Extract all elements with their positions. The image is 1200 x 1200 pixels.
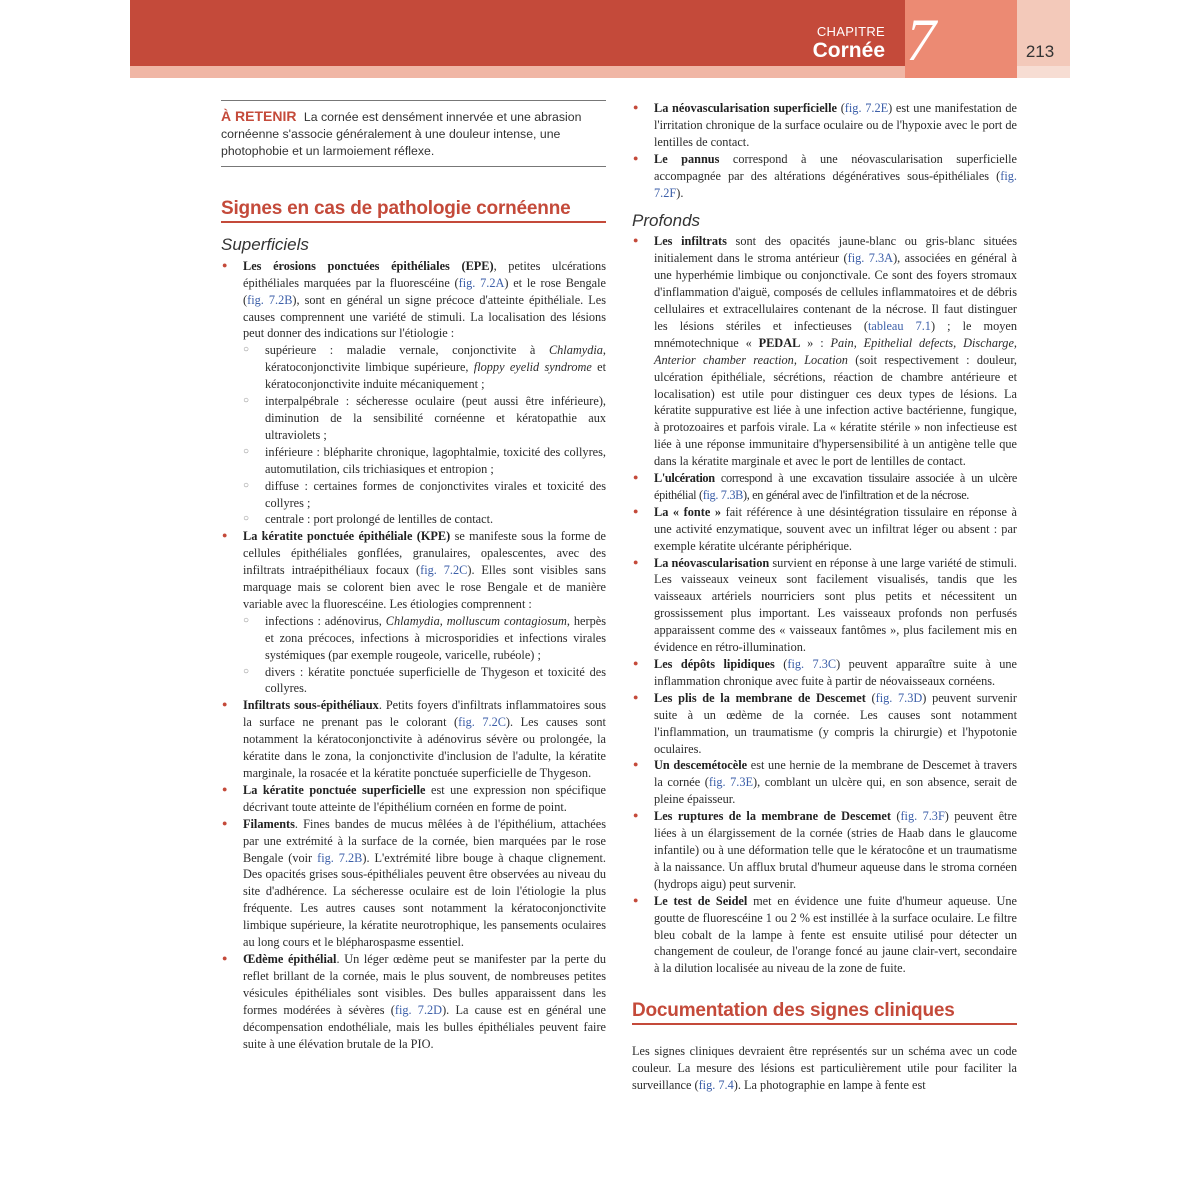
list-item-neovascularisation: ● La néovascularisation survient en réponse à une large variété de stimuli. Les vaisseaux veineux sont facilement visualisés, tandis que les vaisseaux artériels nourriciers sont plus petits et nécessitent un grossissement plus important. Les vaisseaux profonds non perfusés apparaissent comme des « vaisseaux fantômes », plus facilement mis en évidence en rétro-illumination. [632, 555, 1017, 656]
sub-item: ○ centrale : port prolongé de lentilles de contact. [243, 511, 606, 528]
subheading-superficiels: Superficiels [221, 234, 309, 254]
sub-item: ○ inférieure : blépharite chronique, lagophtalmie, toxicité des collyres, automutilation, cils trichiasiques et entropion ; [243, 444, 606, 478]
section-title-signes: Signes en cas de pathologie cornéenne [221, 201, 606, 223]
list-item-pannus: ● Le pannus correspond à une néovascularisation superficielle accompagnée par des altérations dégénératives sous-épithéliales (fig. 7.2F). [632, 151, 1017, 202]
retenir-box [221, 100, 606, 167]
superficiels-list-continued [632, 100, 1017, 201]
documentation-paragraph: Les signes cliniques devraient être représentés sur un schéma avec un code couleur. La mesure des lésions est particulièrement utile pour faciliter la surveillance (fig. 7.4). La photographie en lampe à fente est [632, 1044, 1017, 1092]
sub-item: ○ supérieure : maladie vernale, conjonctivite à Chlamydia, kératoconjonctivite limbique supérieure, floppy eyelid syndrome et kératoconjonctivite induite mécaniquement ; [243, 342, 606, 393]
figure-ref[interactable]: fig. 7.2E [844, 101, 889, 115]
list-item-ulceration: ● L'ulcération correspond à une excavation tissulaire associée à un ulcère épithélial (fig. 7.3B), en général avec de l'infiltration et de la nécrose. [632, 470, 1017, 504]
list-item-plis-descemet: ● Les plis de la membrane de Descemet (fig. 7.3D) peuvent survenir suite à un œdème de la cornée. Les causes sont notamment l'inflammation, un traumatisme (y compris la chirurgie) et l'hypotonie oculaires. [632, 690, 1017, 758]
figure-ref[interactable]: fig. 7.3A [847, 251, 894, 266]
chapter-number: 7 [906, 7, 936, 73]
figure-ref[interactable]: fig. 7.4 [698, 1077, 734, 1092]
section-title-documentation: Documentation des signes cliniques [632, 1003, 1017, 1025]
list-item-fonte: ● La « fonte » fait référence à une désintégration tissulaire en réponse à une activité enzymatique, souvent avec un infiltrat léger ou absent : par exemple kératite ulcérante périphérique. [632, 504, 1017, 555]
chapter-title: Cornée [812, 39, 885, 62]
list-item-infiltrats-sous-epitheliaux: ● Infiltrats sous-épithéliaux. Petits foyers d'infiltrats inflammatoires sous la surface ne prenant pas le colorant (fig. 7.2C). Les causes sont notamment la kératoconjonctivite à adénovirus sévère ou prolongée, la kératite dans le zona, la conjonctivite d'inclusion de l'adulte, la kératite marginale, la rosacée et la kératite ponctuée superficielle de Thygeson. [221, 697, 606, 782]
table-ref[interactable]: tableau 7.1 [868, 318, 931, 333]
list-item-oedeme: ● Œdème épithélial. Un léger œdème peut se manifester par la perte du reflet brillant de la cornée, mais le plus souvent, de nombreuses petites vésicules épithéliales sont visibles. Des bulles apparaissent dans les formes modérées à sévères (fig. 7.2D). La cause est en général une décompensation endothéliale, mais les bulles épithéliales peuvent faire suite à une élévation brutale de la PIO. [221, 951, 606, 1052]
right-column [632, 100, 1017, 1094]
figure-ref[interactable]: fig. 7.2C [420, 563, 468, 578]
figure-ref[interactable]: fig. 7.2B [247, 292, 293, 307]
profonds-list [632, 233, 1017, 977]
figure-ref[interactable]: fig. 7.2B [317, 850, 363, 865]
sub-item: ○ infections : adénovirus, Chlamydia, molluscum contagiosum, herpès et zona précoces, infections à microsporidies et infections virales systémiques (par exemple rougeole, varicelle, rubéole) ; [243, 613, 606, 664]
figure-ref[interactable]: fig. 7.2A [458, 275, 505, 290]
list-item-test-seidel: ● Le test de Seidel met en évidence une fuite d'humeur aqueuse. Une goutte de fluorescéine 1 ou 2 % est instillée à la surface oculaire. Le filtre bleu cobalt de la lampe à fente est ensuite utilisé pour détecter un changement de couleur, de l'orange foncé au jaune clair-vert, secondaire à la dilution localisée au niveau de la zone de fuite. [632, 893, 1017, 978]
superficiels-list [221, 258, 606, 1053]
retenir-title: À RETENIR [221, 108, 297, 124]
retenir-text: La cornée est densément innervée et une abrasion cornéenne s'associe généralement à une douleur intense, une photophobie et un larmoiement réflexe. [221, 110, 582, 158]
epe-sublist [243, 342, 606, 528]
figure-ref[interactable]: fig. 7.2F [654, 168, 1017, 200]
list-item-descemetocele: ● Un descemétocèle est une hernie de la membrane de Descemet à travers la cornée (fig. 7.3E), comblant un ulcère qui, en son absence, serait de pleine épaisseur. [632, 757, 1017, 808]
list-item-depots-lipidiques: ● Les dépôts lipidiques (fig. 7.3C) peuvent apparaître suite à une inflammation chronique avec fuite à partir de néovaisseaux cornéens. [632, 656, 1017, 690]
list-item-kpe: ● La kératite ponctuée épithéliale (KPE) se manifeste sous la forme de cellules épithéliales gonflées, granulaires, opalescentes, avec des infiltrats intraépithéliaux focaux (fig. 7.2C). Elles sont visibles sans marquage mais se colorent bien avec le rose Bengale et de manière variable avec la fluorescéine. Les étiologies comprennent : ○ infections : adénovirus, Chlamydia, molluscum contagiosum, herpès et zona précoces, infections à microsporidies et infections virales systémiques (par exemple rougeole, varicelle, rubéole) ; ○ divers : kératite ponctuée superficielle de Thygeson et toxicité des collyres. [221, 528, 606, 697]
sub-item: ○ interpalpébrale : sécheresse oculaire (peut aussi être inférieure), diminution de la sensibilité cornéenne et kératopathie aux ultraviolets ; [243, 393, 606, 444]
chapter-label: CHAPITRE [816, 24, 885, 39]
list-item-filaments: ● Filaments. Fines bandes de mucus mêlées à de l'épithélium, attachées par une extrémité à la surface de la cornée, bien marquées par le rose Bengale (voir fig. 7.2B). L'extrémité libre bouge à chaque clignement. Des opacités grises sous-épithéliales peuvent être observées au niveau du site d'adhérence. La sécheresse oculaire est de loin l'étiologie la plus fréquente. Les autres causes sont notamment la kératoconjonctivite limbique supérieure, la kératite neurotrophique, les pansements oculaires au long cours et le blépharospasme essentiel. [221, 816, 606, 951]
figure-ref[interactable]: fig. 7.3E [708, 775, 754, 790]
figure-ref[interactable]: fig. 7.2D [394, 1002, 443, 1017]
kpe-sublist [243, 613, 606, 698]
list-item-infiltrats: ● Les infiltrats sont des opacités jaune-blanc ou gris-blanc situées initialement dans le stroma antérieur (fig. 7.3A), associées en général à une hyperhémie limbique ou conjonctivale. Ce sont des foyers stromaux d'inflammation d'aiguë, composés de cellules inflammatoires et de débris cellulaires et extracellulaires contenant de la nécrose. Il faut distinguer les lésions stériles et infectieuses (tableau 7.1) ; le moyen mnémotechnique « PEDAL » : Pain, Epithelial defects, Discharge, Anterior chamber reaction, Location (soit respectivement : douleur, ulcération épithéliale, sécrétions, réaction de chambre antérieure et localisation) est utile pour distinguer ces deux types de lésions. La kératite suppurative est liée à une infection active bactérienne, fungique, à protozoaires et parfois virale. La « kératite stérile » non infectieuse est liée à une réponse immunitaire d'hypersensibilité à un antigène telle que dans la kératite marginale et avec le port de lentilles de contact. [632, 233, 1017, 470]
subheading-profonds: Profonds [632, 211, 701, 231]
figure-ref[interactable]: fig. 7.3C [787, 657, 837, 671]
sub-item: ○ divers : kératite ponctuée superficielle de Thygeson et toxicité des collyres. [243, 664, 606, 698]
left-column [221, 100, 606, 1052]
list-item-epe: ● Les érosions ponctuées épithéliales (EPE), petites ulcérations épithéliales marquées par la fluorescéine (fig. 7.2A) et le rose Bengale (fig. 7.2B), sont en général un signe précoce d'atteinte épithéliale. Les causes comprennent une variété de stimuli. La localisation des lésions peut donner des indications sur l'étiologie : ○ supérieure : maladie vernale, conjonctivite à Chlamydia, kératoconjonctivite limbique supérieure, floppy eyelid syndrome et kératoconjonctivite induite mécaniquement ; ○ interpalpébrale : sécheresse oculaire (peut aussi être inférieure), diminution de la sensibilité cornéenne et kératopathie aux ultraviolets ; ○ inférieure : blépharite chronique, lagophtalmie, toxicité des collyres, automutilation, cils trichiasiques et entropion ; ○ diffuse : certaines formes de conjonctivites virales et toxicité des collyres ; ○ centrale : port prolongé de lentilles de contact. [221, 258, 606, 529]
list-item-ruptures-descemet: ● Les ruptures de la membrane de Descemet (fig. 7.3F) peuvent être liées à un élargissement de la cornée (stries de Haab dans le glaucome infantile) ou à une déformation telle que le kératocône et un traumatisme à la naissance. Un afflux brutal d'humeur aqueuse dans le stroma cornéen (hydrops aigu) peut survenir. [632, 808, 1017, 893]
list-item-kps: ● La kératite ponctuée superficielle est une expression non spécifique décrivant toute atteinte de l'épithélium cornéen en forme de point. [221, 782, 606, 816]
page-number-stripe [1017, 66, 1070, 78]
header-stripe [130, 66, 905, 78]
figure-ref[interactable]: fig. 7.2C [458, 715, 506, 730]
list-item-neovasc-superficielle: ● La néovascularisation superficielle (fig. 7.2E) est une manifestation de l'irritation chronique de la surface oculaire ou de l'hypoxie avec le port de lentilles de contact. [632, 100, 1017, 151]
figure-ref[interactable]: fig. 7.3B [702, 487, 743, 502]
sub-item: ○ diffuse : certaines formes de conjonctivites virales et toxicité des collyres ; [243, 478, 606, 512]
figure-ref[interactable]: fig. 7.3F [900, 809, 945, 824]
figure-ref[interactable]: fig. 7.3D [875, 690, 923, 705]
page-number: 213 [1025, 42, 1055, 61]
